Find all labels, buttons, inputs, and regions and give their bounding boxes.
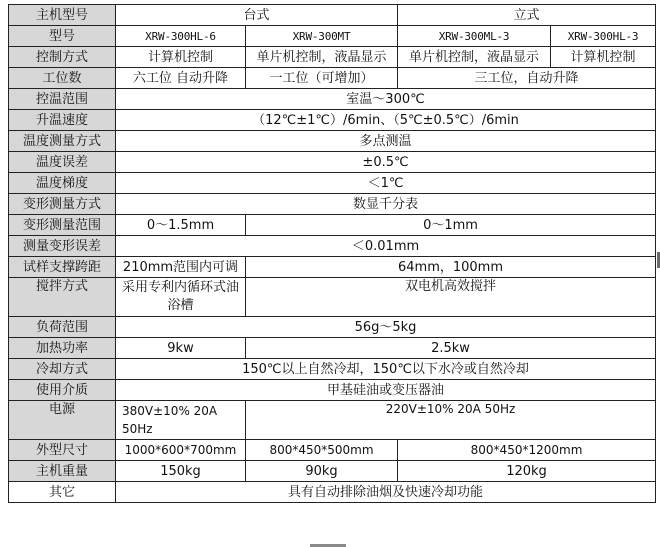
row-label: 温度梯度 [9, 173, 116, 194]
value-cell: 0～1.5mm [116, 215, 246, 236]
value-cell: 9kw [116, 338, 246, 359]
row-label: 主机重量 [9, 461, 116, 482]
row-power [9, 401, 656, 440]
row-label: 变形测量方式 [9, 194, 116, 215]
value-cell: 0～1mm [246, 215, 656, 236]
row-medium [9, 380, 656, 401]
header-row [9, 5, 656, 26]
value-cell: 150kg [116, 461, 246, 482]
row-dimensions [9, 440, 656, 461]
value-cell: ＜0.01mm [116, 236, 656, 257]
value-cell: 一工位（可增加） [246, 68, 398, 89]
model-cell: XRW-300ML-3 [398, 26, 551, 47]
value-cell: 800*450*1200mm [398, 440, 656, 461]
value-cell: 150℃以上自然冷却，150℃以下水冷或自然冷却 [116, 359, 656, 380]
value-cell: 210mm范围内可调 [116, 257, 246, 278]
row-other [9, 482, 656, 503]
row-model [9, 26, 656, 47]
value-cell: 64mm，100mm [246, 257, 656, 278]
value-cell: 六工位 自动升降 [116, 68, 246, 89]
value-cell: 三工位，自动升降 [398, 68, 656, 89]
model-cell: XRW-300HL-3 [551, 26, 656, 47]
row-label: 加热功率 [9, 338, 116, 359]
value-cell: 具有自动排除油烟及快速冷却功能 [116, 482, 656, 503]
value-cell: 计算机控制 [551, 47, 656, 68]
row-load-range [9, 317, 656, 338]
value-cell: 90kg [246, 461, 398, 482]
value-cell: 120kg [398, 461, 656, 482]
value-cell: 56g～5kg [116, 317, 656, 338]
row-label: 电源 [9, 401, 116, 440]
value-cell: ±0.5℃ [116, 152, 656, 173]
value-cell: 单片机控制，液晶显示 [246, 47, 398, 68]
value-cell: 室温～300℃ [116, 89, 656, 110]
row-label: 测量变形误差 [9, 236, 116, 257]
row-label: 工位数 [9, 68, 116, 89]
value-cell: 甲基硅油或变压器油 [116, 380, 656, 401]
row-temp-measure [9, 131, 656, 152]
row-label: 变形测量范围 [9, 215, 116, 236]
value-cell: 双电机高效搅拌 [246, 278, 656, 317]
value-cell: （12℃±1℃）/6min、（5℃±0.5℃）/6min [116, 110, 656, 131]
row-label: 升温速度 [9, 110, 116, 131]
value-cell: 800*450*500mm [246, 440, 398, 461]
row-label: 温度误差 [9, 152, 116, 173]
row-label: 其它 [9, 482, 116, 503]
value-cell: 数显千分表 [116, 194, 656, 215]
model-cell: XRW-300HL-6 [116, 26, 246, 47]
row-deform-range [9, 215, 656, 236]
value-cell: 单片机控制，液晶显示 [398, 47, 551, 68]
row-label: 控制方式 [9, 47, 116, 68]
row-weight [9, 461, 656, 482]
value-cell: 计算机控制 [116, 47, 246, 68]
value-cell: 多点测温 [116, 131, 656, 152]
row-label: 控温范围 [9, 89, 116, 110]
row-label: 搅拌方式 [9, 278, 116, 317]
value-cell: 220V±10% 20A 50Hz [246, 401, 656, 440]
row-label: 使用介质 [9, 380, 116, 401]
value-cell: 2.5kw [246, 338, 656, 359]
row-temp-gradient [9, 173, 656, 194]
row-cooling [9, 359, 656, 380]
value-cell: 1000*600*700mm [116, 440, 246, 461]
row-control [9, 47, 656, 68]
row-deform-error [9, 236, 656, 257]
row-stirring [9, 278, 656, 317]
row-deform-measure [9, 194, 656, 215]
value-cell: 380V±10% 20A 50Hz [116, 401, 246, 440]
row-label: 温度测量方式 [9, 131, 116, 152]
value-cell: 采用专利内循环式油浴槽 [116, 278, 246, 317]
group-vertical: 立式 [398, 5, 656, 26]
value-cell: ＜1℃ [116, 173, 656, 194]
row-label: 负荷范围 [9, 317, 116, 338]
header-label: 主机型号 [9, 5, 116, 26]
row-label: 试样支撑跨距 [9, 257, 116, 278]
row-heat-rate [9, 110, 656, 131]
row-span [9, 257, 656, 278]
spec-table [8, 4, 656, 503]
row-temp-error [9, 152, 656, 173]
model-cell: XRW-300MT [246, 26, 398, 47]
row-label: 型号 [9, 26, 116, 47]
row-stations [9, 68, 656, 89]
row-temp-range [9, 89, 656, 110]
row-label: 冷却方式 [9, 359, 116, 380]
row-heat-power [9, 338, 656, 359]
row-label: 外型尺寸 [9, 440, 116, 461]
group-desktop: 台式 [116, 5, 398, 26]
